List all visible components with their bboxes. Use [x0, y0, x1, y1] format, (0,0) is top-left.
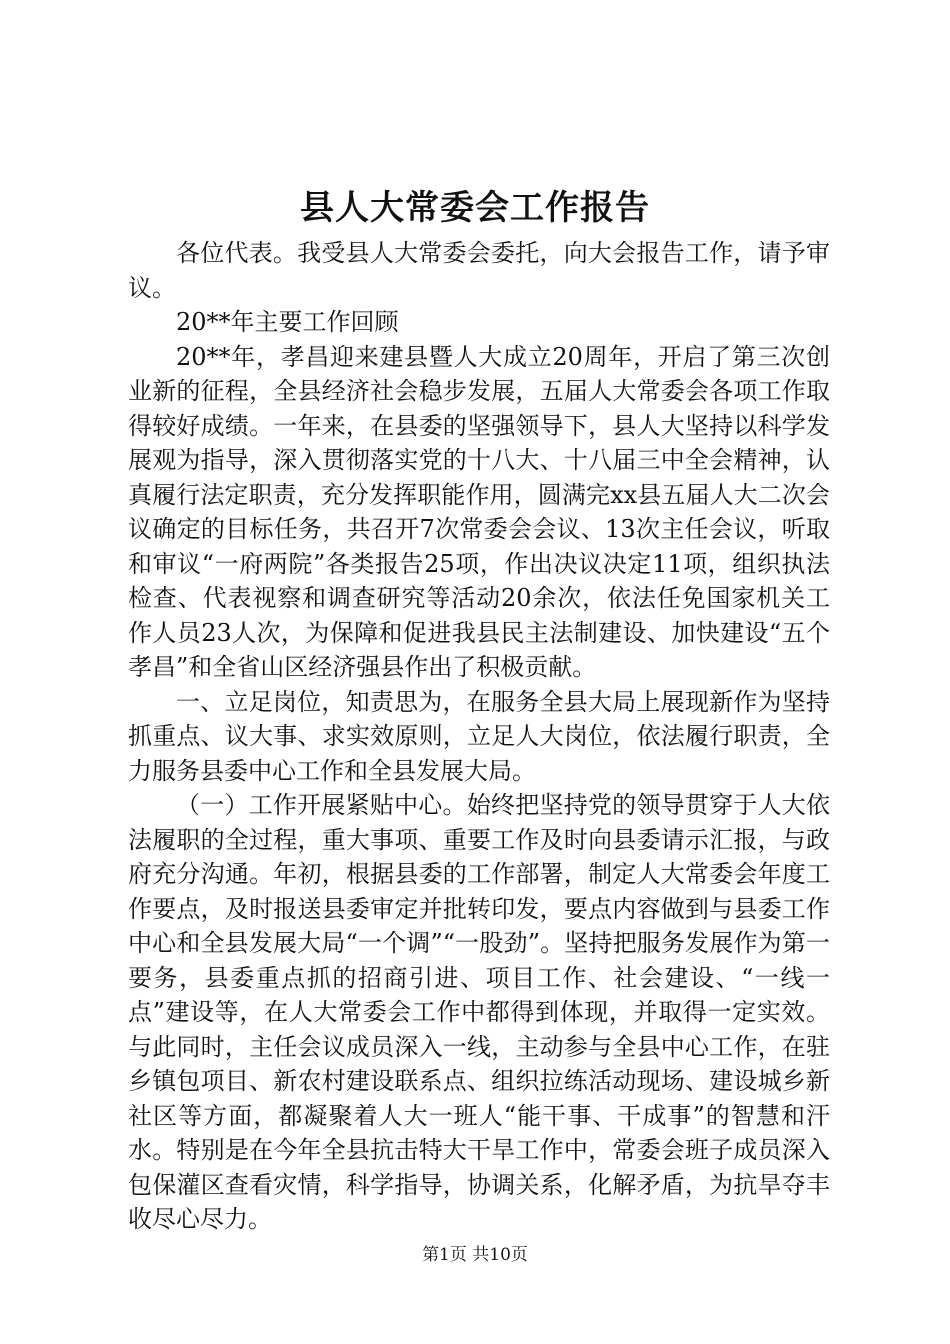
paragraph-part-one: 一、立足岗位，知责思为，在服务全县大局上展现新作为坚持抓重点、议大事、求实效原则，立足人大岗位，依法履行职责，全力服务县委中心工作和全县发展大局。: [128, 687, 830, 785]
paragraph-section-heading: 20**年主要工作回顾: [176, 308, 399, 336]
page-number-footer: 第1页 共10页: [422, 1245, 528, 1265]
paragraph-review: 20**年，孝昌迎来建县暨人大成立20周年，开启了第三次创业新的征程，全县经济社会稳步发展，五届人大常委会各项工作取得较好成绩。一年来，在县委的坚强领导下，县人大坚持以科学发展观为指导，深入贯彻落实党的十八大、十八届三中全会精神，认真履行法定职责，充分发挥职能作用，圆满完xx县五届人大二次会议确定的目标任务，共召开7次常委会会议、13次主任会议，听取和审议“一府两院”各类报告25项，作出决议决定11项，组织执法检查、代表视察和调查研究等活动20余次，依法任免国家机关工作人员23人次，为保障和促进我县民主法制建设、加快建设“五个孝昌”和全省山区经济强县作出了积极贡献。: [128, 342, 830, 681]
document-body: [128, 236, 830, 1237]
document-title: 县人大常委会工作报告: [300, 188, 650, 228]
paragraph-item-one: （一）工作开展紧贴中心。始终把坚持党的领导贯穿于人大依法履职的全过程，重大事项、重要工作及时向县委请示汇报，与政府充分沟通。年初，根据县委的工作部署，制定人大常委会年度工作要点，及时报送县委审定并批转印发，要点内容做到与县委工作中心和全县发展大局“一个调”“一股劲”。坚持把服务发展作为第一要务，县委重点抓的招商引进、项目工作、社会建设、“一线一点”建设等，在人大常委会工作中都得到体现，并取得一定实效。与此同时，主任会议成员深入一线，主动参与全县中心工作，在驻乡镇包项目、新农村建设联系点、组织拉练活动现场、建设城乡新社区等方面，都凝聚着人大一班人“能干事、干成事”的智慧和汗水。特别是在今年全县抗击特大干旱工作中，常委会班子成员深入包保灌区查看灾情，科学指导，协调关系，化解矛盾，为抗旱夺丰收尽心尽力。: [128, 791, 830, 1233]
paragraph-greeting: 各位代表。我受县人大常委会委托，向大会报告工作，请予审议。: [128, 239, 830, 302]
